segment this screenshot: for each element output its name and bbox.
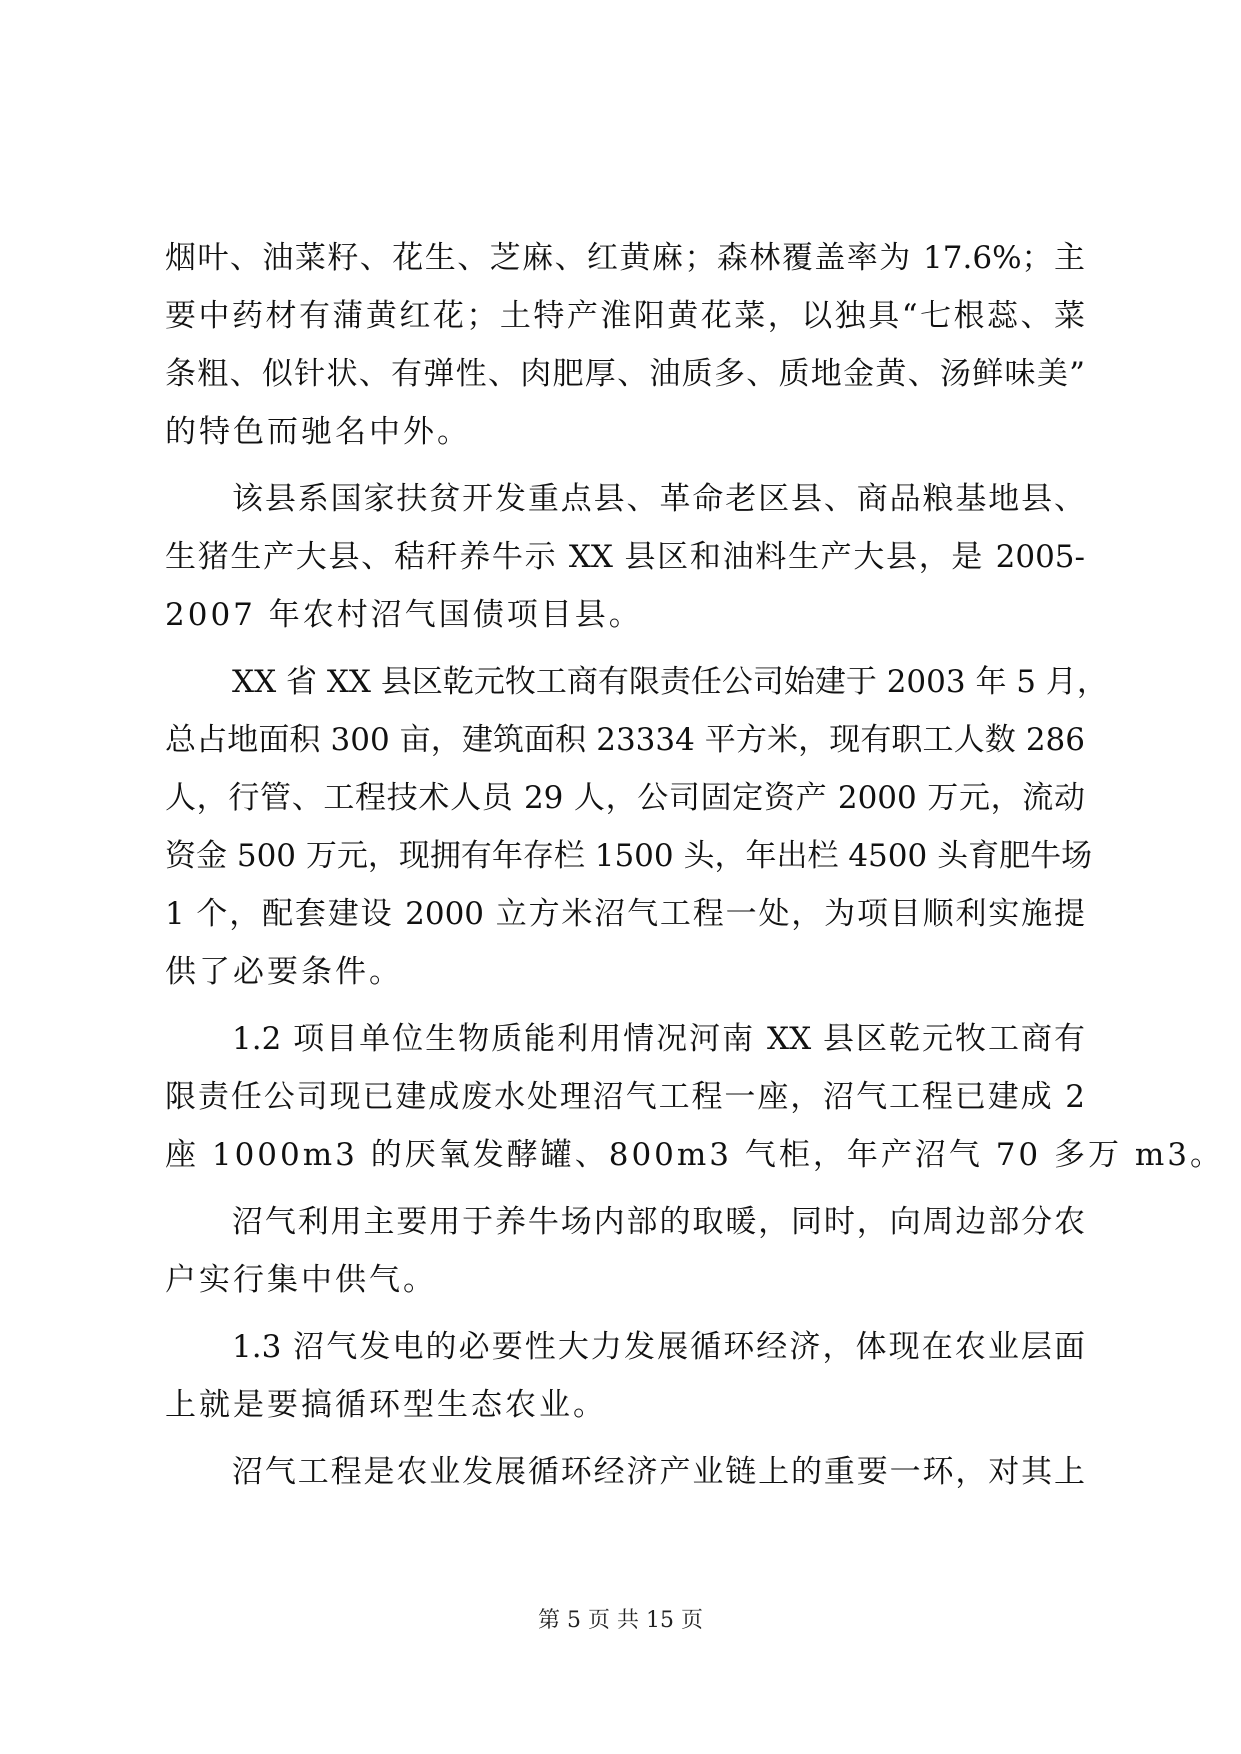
paragraph-start-line: XX 省 XX 县区乾元牧工商有限责任公司始建于 2003 年 5 月， xyxy=(232,664,1108,700)
text-line: 的特色而驰名中外。 xyxy=(165,414,471,450)
page-footer: 第 5 页 共 15 页 xyxy=(538,1608,703,1633)
text-line: 上就是要搞循环型生态农业。 xyxy=(165,1387,607,1423)
text-line: 2007 年农村沼气国债项目县。 xyxy=(165,597,643,633)
text-line: 1 个，配套建设 2000 立方米沼气工程一处，为项目顺利实施提 xyxy=(165,896,1085,932)
text-line: 烟叶、油菜籽、花生、芝麻、红黄麻；森林覆盖率为 17.6%；主 xyxy=(165,240,1085,276)
text-line: 要中药材有蒲黄红花；土特产淮阳黄花菜，以独具“七根蕊、菜 xyxy=(165,298,1085,334)
text-line: 人，行管、工程技术人员 29 人，公司固定资产 2000 万元，流动 xyxy=(165,780,1085,816)
paragraph-start-line: 1.2 项目单位生物质能利用情况河南 XX 县区乾元牧工商有 xyxy=(232,1021,1085,1057)
text-line: 座 1000m3 的厌氧发酵罐、800m3 气柜，年产沼气 70 多万 m3。 xyxy=(165,1137,1224,1173)
text-line: 总占地面积 300 亩，建筑面积 23334 平方米，现有职工人数 286 xyxy=(165,722,1085,758)
paragraph-start-line: 1.3 沼气发电的必要性大力发展循环经济，体现在农业层面 xyxy=(232,1329,1085,1365)
paragraph-start-line: 沼气利用主要用于养牛场内部的取暖，同时，向周边部分农 xyxy=(232,1204,1085,1240)
paragraph-start-line: 该县系国家扶贫开发重点县、革命老区县、商品粮基地县、 xyxy=(232,481,1085,517)
text-line: 供了必要条件。 xyxy=(165,954,403,990)
paragraph-start-line: 沼气工程是农业发展循环经济产业链上的重要一环，对其上 xyxy=(232,1454,1085,1490)
text-line: 条粗、似针状、有弹性、肉肥厚、油质多、质地金黄、汤鲜味美” xyxy=(165,356,1085,392)
text-line: 资金 500 万元，现拥有年存栏 1500 头，年出栏 4500 头育肥牛场 xyxy=(165,838,1093,874)
text-line: 生猪生产大县、秸秆养牛示 XX 县区和油料生产大县，是 2005- xyxy=(165,539,1085,575)
text-line: 户实行集中供气。 xyxy=(165,1262,437,1298)
text-line: 限责任公司现已建成废水处理沼气工程一座，沼气工程已建成 2 xyxy=(165,1079,1085,1115)
